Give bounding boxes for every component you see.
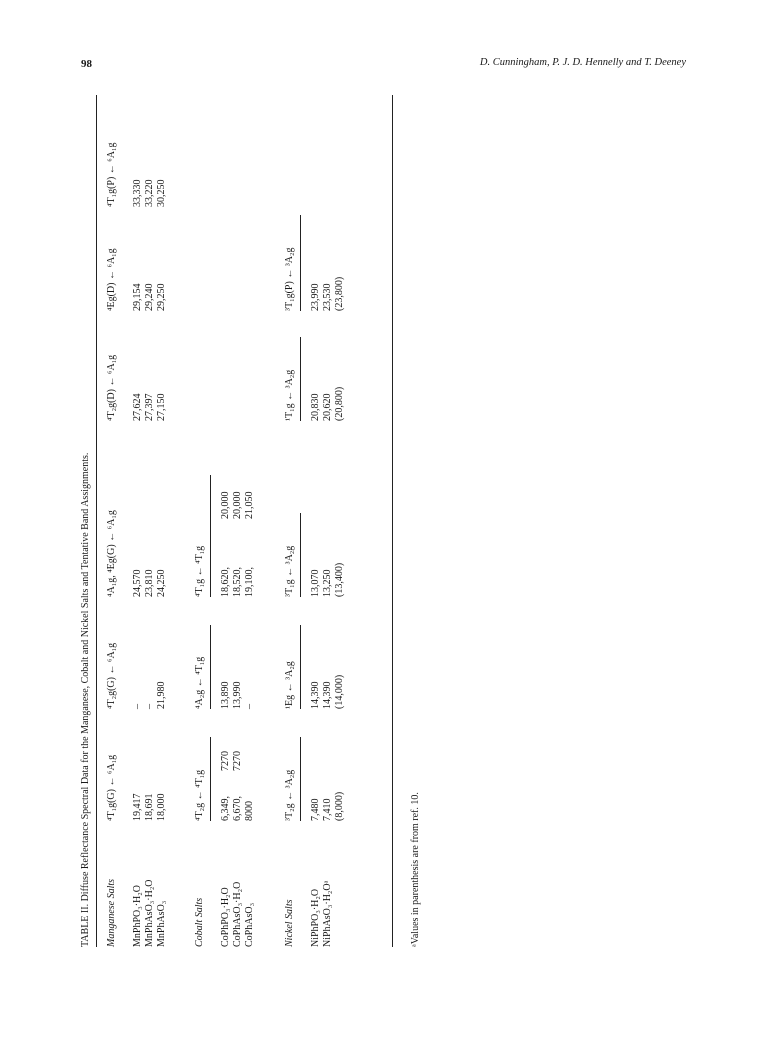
group-rule [300,625,301,709]
table-row-compound: CoPhPO₃·H₂O [220,887,231,947]
table-cell: 6,670, [232,796,243,821]
table-cell: (13,400) [334,562,345,597]
table-cell: 7,480 [310,798,321,821]
table-cell: 7270 [232,751,243,771]
mn-header-4: ⁴T₂g(D) ← ⁶A₁g [106,354,117,421]
mn-header-6: ⁴T₁g(P) ← ⁶A₁g [106,142,117,207]
group-rule [300,513,301,597]
table-cell: 14,390 [310,681,321,709]
table-cell: 27,397 [144,393,155,421]
table-cell: – [244,704,255,709]
table-cell: 13,250 [322,569,333,597]
table-cell: (14,000) [334,674,345,709]
table-cell: 18,000 [156,793,167,821]
table-cell: 6,349, [220,796,231,821]
co-header-1: ⁴T₂g ← ⁴T₁g [194,769,205,821]
table-cell: 20,000 [232,491,243,519]
table-cell: 13,990 [232,681,243,709]
group-rule [300,215,301,311]
table-cell: 29,154 [132,283,143,311]
ni-header-2: ¹Eg ← ³A₂g [284,661,295,709]
table-footnote: ᵃValues in parenthesis are from ref. 10. [410,792,421,947]
table-cell: 7,410 [322,798,333,821]
table-cell: 19,417 [132,793,143,821]
page-number: 98 [81,58,92,70]
table-cell: 20,830 [310,393,321,421]
table-cell: (20,800) [334,386,345,421]
table-cell: 7270 [220,751,231,771]
table-cell: (23,800) [334,276,345,311]
co-header-2: ⁴A₂g ← ⁴T₁g [194,656,205,709]
table-cell: 20,620 [322,393,333,421]
table-row-compound: MnPhAsO₃·H₂O [144,879,155,947]
table-cell: 30,250 [156,179,167,207]
table-top-rule [96,95,97,947]
running-head: D. Cunningham, P. J. D. Hennelly and T. Deeney [479,57,686,68]
co-header-3: ⁴T₁g ← ⁴T₁g [194,545,205,597]
table-cell: 23,990 [310,283,321,311]
table-cell: 24,570 [132,569,143,597]
table-cell: 18,691 [144,793,155,821]
group-rule [210,737,211,821]
table-cell: 21,980 [156,681,167,709]
mn-header-1: ⁴T₁g(G) ← ⁶A₁g [106,754,117,821]
table-cell: 27,624 [132,393,143,421]
table-cell: 19,100, [244,567,255,597]
table-row-compound: MnPhAsO₃ [156,900,167,947]
table-cell: 13,070 [310,569,321,597]
table-cell: – [132,704,143,709]
mn-header-5: ⁴Eg(D) ← ⁶A₁g [106,248,117,311]
mn-header-2: ⁴T₂g(G) ← ⁶A₁g [106,642,117,709]
table-cell: 33,220 [144,179,155,207]
table-cell: – [144,704,155,709]
table-cell: 13,890 [220,681,231,709]
table-cell: 29,250 [156,283,167,311]
table-cell: 27,150 [156,393,167,421]
table-cell: 18,520, [232,567,243,597]
table-cell: 29,240 [144,283,155,311]
table-cell: 33,330 [132,179,143,207]
table-row-compound: CoPhAsO₃ [244,902,255,947]
table-cell: 23,810 [144,569,155,597]
table-cell: 8000 [244,801,255,821]
table-row-compound: NiPhPO₃·H₂O [310,888,321,947]
table-cell: 20,000 [220,491,231,519]
table-row-compound: MnPhPO₃·H₂O [132,885,143,947]
table-cell: 23,530 [322,283,333,311]
group-rule [300,737,301,821]
group-rule [210,625,211,709]
nickel-section-label: Nickel Salts [284,899,295,947]
table-caption: TABLE II. Diffuse Reflectance Spectral Data for the Manganese, Cobalt and Nickel Salts and Tentative Band Assignments. [80,452,91,947]
table-row-compound: CoPhAsO₃·H₂O [232,881,243,947]
ni-header-1: ³T₂g ← ³A₂g [284,769,295,821]
group-rule [300,337,301,421]
ni-header-4: ¹T₁g ← ³A₂g [284,369,295,421]
rotated-table [80,87,680,947]
group-rule [210,475,211,597]
table-cell: 21,050 [244,491,255,519]
table-cell: 18,620, [220,567,231,597]
manganese-section-label: Manganese Salts [106,878,117,947]
table-row-compound: NiPhAsO₃·H₂Oᵃ [322,880,333,947]
ni-header-5: ³T₁g(P) ← ³A₂g [284,247,295,311]
table-cell: (8,000) [334,791,345,821]
ni-header-3: ³T₁g ← ³A₂g [284,545,295,597]
cobalt-section-label: Cobalt Salts [194,897,205,947]
table-cell: 14,390 [322,681,333,709]
table-cell: 24,250 [156,569,167,597]
mn-header-3: ⁴A₁g, ⁴Eg(G) ← ⁶A₁g [106,510,117,597]
table-bottom-rule [392,95,393,947]
